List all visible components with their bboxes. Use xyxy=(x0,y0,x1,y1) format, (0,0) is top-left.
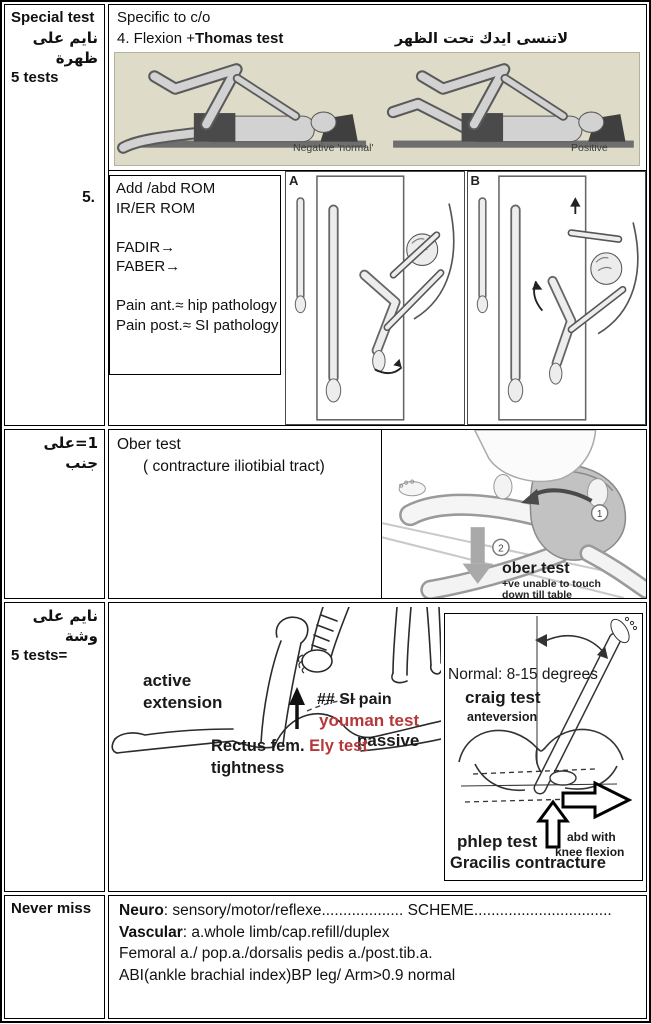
anteversion-label: anteversion xyxy=(467,710,538,724)
prone-tests-illustration xyxy=(111,607,441,807)
item-number-5: 5. xyxy=(82,189,95,206)
ober-image-note-1: +ve unable to touch xyxy=(502,578,601,590)
rom-line: Add /abd ROM xyxy=(116,180,216,197)
row-never-miss-header-cell xyxy=(4,895,105,1019)
phlep-test-label: phlep test xyxy=(457,832,538,851)
row-side-header-cell xyxy=(4,429,105,599)
specific-line: Specific to c/o xyxy=(117,9,211,26)
row-special-header-cell xyxy=(4,4,105,426)
never-miss-label: Never miss xyxy=(11,900,92,917)
side-position-label: 1=على جنب xyxy=(43,434,98,472)
thomas-test-label: Thomas test xyxy=(194,30,284,47)
neuro-label: Neuro xyxy=(119,902,164,919)
ober-test-title: Ober test xyxy=(117,436,181,453)
rom-line xyxy=(116,277,274,297)
ober-step-2: 2 xyxy=(498,543,504,555)
ober-image-caption: ober test xyxy=(502,560,570,577)
rom-line: Pain ant.≈ hip pathology xyxy=(116,297,277,314)
flexion-line xyxy=(109,28,646,49)
ober-test-subtitle: ( contracture iliotibial tract) xyxy=(143,458,325,475)
ober-test-illustration xyxy=(381,430,646,598)
rectus-ely-label xyxy=(211,737,368,756)
special-test-position-arabic: نايم على ظهرة xyxy=(32,29,98,67)
rom-text-box xyxy=(109,175,281,375)
flexion-prefix: 4. Flexion + xyxy=(117,30,195,47)
special-test-title: Special test xyxy=(11,9,95,26)
thomas-positive-label: Positive xyxy=(571,142,608,154)
vascular-label: Vascular xyxy=(119,923,183,941)
thomas-test-drawing xyxy=(115,53,639,165)
femoral-line: Femoral a./ pop.a./dorsalis pedis a./post.tib.a. xyxy=(119,945,433,962)
neuro-detail: : sensory/motor/reflexe................... SCHEME................................ xyxy=(163,902,612,919)
ober-step-1: 1 xyxy=(596,509,603,521)
rom-line: FADIR→ xyxy=(116,238,176,256)
active-extension-label-1: active xyxy=(143,671,192,690)
panel-b-letter: B xyxy=(470,173,480,188)
rom-line: FABER→ xyxy=(116,258,181,275)
thomas-test-illustration xyxy=(114,52,640,166)
rom-line xyxy=(116,218,274,238)
active-extension-label-2: extension xyxy=(143,693,223,712)
tightness-label: tightness xyxy=(211,759,285,777)
flexion-note-arabic: لاتنسى ايدك تحت الظهر xyxy=(394,31,568,47)
gracilis-contracture-label: Gracilis contracture xyxy=(450,854,606,872)
si-pain-label: ## SI pain xyxy=(317,691,392,708)
prone-test-count: 5 tests= xyxy=(11,647,68,664)
row-side-content-cell xyxy=(108,429,647,599)
rom-line: Pain post.≈ SI pathology xyxy=(116,316,279,334)
rotation-test-panel-b xyxy=(467,171,647,425)
vascular-line xyxy=(119,922,636,944)
youman-test-label: youman test xyxy=(319,711,420,730)
abd-note-line1: abd with xyxy=(567,830,616,844)
abd-note-line2: knee flexion xyxy=(555,845,625,859)
row-prone-header-cell xyxy=(4,602,105,892)
panel-a-letter: A xyxy=(289,173,299,188)
panel-a-drawing xyxy=(286,172,464,424)
ely-test-label: Ely test xyxy=(309,737,368,755)
abi-line: ABI(ankle brachial index)BP leg/ Arm>0.9 normal xyxy=(119,966,456,984)
craig-test-label: craig test xyxy=(465,688,541,707)
row-special-content-cell xyxy=(108,4,647,426)
row-prone-content-cell xyxy=(108,602,647,892)
prone-position-arabic: نايم على وشة xyxy=(32,607,98,645)
craig-normal-range-label: Normal: 8-15 degrees xyxy=(448,666,598,683)
ober-test-text xyxy=(109,430,381,598)
passive-label: passive xyxy=(357,731,420,750)
rectus-femoris-label: Rectus fem. xyxy=(211,737,310,755)
thomas-negative-label: Negative 'normal' xyxy=(293,142,374,154)
special-test-count: 5 tests xyxy=(11,69,59,86)
ober-image-note-2: down till table xyxy=(502,589,572,599)
row-never-miss-content-cell xyxy=(108,895,647,1019)
neuro-line xyxy=(119,900,636,922)
craig-phlep-illustration xyxy=(444,613,643,881)
rom-line: IR/ER ROM xyxy=(116,199,196,217)
panel-b-drawing xyxy=(468,172,646,424)
vascular-detail: : a.whole limb/cap.refill/duplex xyxy=(182,923,390,941)
rom-subsection xyxy=(109,170,646,425)
rotation-test-panel-a xyxy=(285,171,465,425)
